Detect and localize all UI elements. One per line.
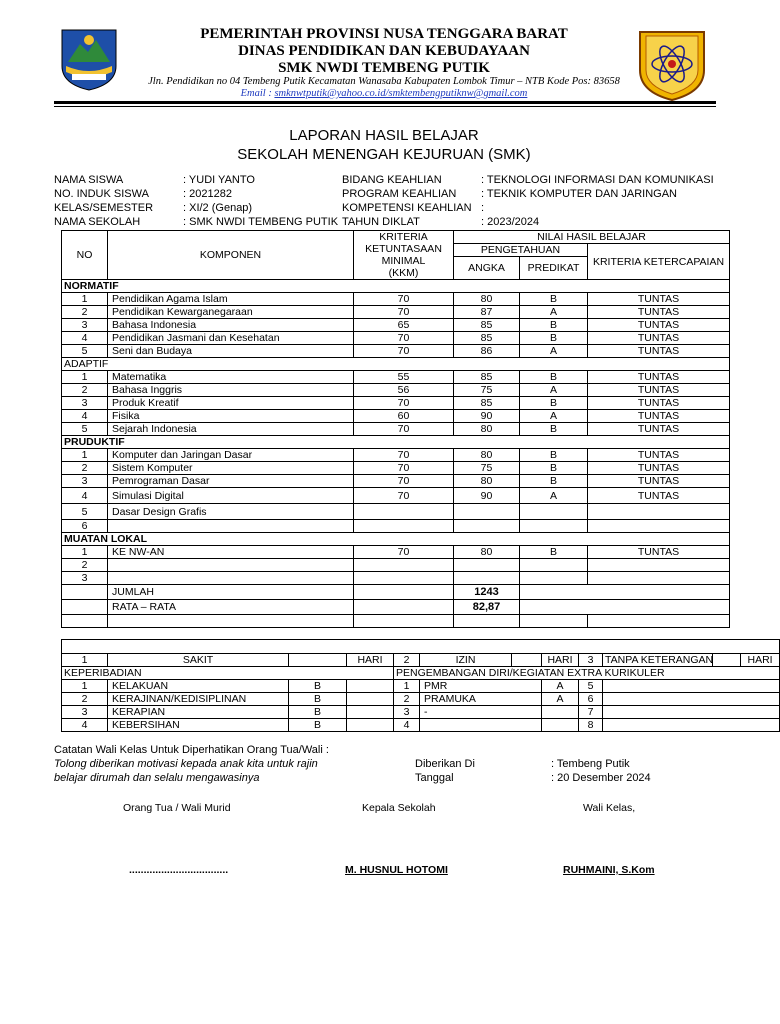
cell-subject: KE NW-AN [108, 546, 354, 559]
cell-empty [354, 585, 454, 600]
cell-no: 1 [62, 546, 108, 559]
cell-ekskul-grade: A [542, 680, 579, 693]
cell-kriteria [588, 504, 730, 520]
attendance-cell [289, 654, 347, 667]
info-label: NAMA SISWA [54, 174, 124, 186]
cell-ekskul-name: PMR [420, 680, 542, 693]
cell-no: 3 [62, 475, 108, 488]
cell-subject [108, 520, 354, 533]
cell-grade: B [289, 693, 347, 706]
letterhead-address: Jln. Pendidikan no 04 Tembeng Putik Kecamatan Wanasaba Kabupaten Lombok Timur – NTB Kode Pos: 83658 [148, 76, 620, 87]
cell-predikat: B [520, 462, 588, 475]
cell-no: 5 [62, 504, 108, 520]
cell-empty [347, 719, 394, 732]
cell-empty [354, 600, 454, 615]
cell-predikat: A [520, 488, 588, 504]
cell-empty [520, 600, 730, 615]
header-divider-thick [54, 101, 716, 104]
header-kkm-line: KRITERIA [379, 231, 428, 243]
cell-angka [454, 520, 520, 533]
date-value: : 20 Desember 2024 [551, 772, 651, 784]
cell-kkm: 70 [354, 546, 454, 559]
table-row [62, 462, 730, 475]
kepribadian-title: KEPERIBADIAN [62, 667, 394, 680]
cell-subject: Simulasi Digital [108, 488, 354, 504]
header-angka: ANGKA [454, 257, 520, 280]
table-row [62, 319, 730, 332]
cell-ekskul-no: 8 [579, 719, 603, 732]
header-predikat: PREDIKAT [520, 257, 588, 280]
attendance-cell: HARI [741, 654, 780, 667]
cell-kkm: 70 [354, 397, 454, 410]
cell-subject: Pemrograman Dasar [108, 475, 354, 488]
cell-subject: Fisika [108, 410, 354, 423]
cell-angka: 85 [454, 371, 520, 384]
cell-ekskul-no: 2 [394, 693, 420, 706]
letterhead-department: DINAS PENDIDIKAN DAN KEBUDAYAAN [238, 43, 530, 59]
cell-kkm: 55 [354, 371, 454, 384]
cell-ekskul-name: - [420, 706, 542, 719]
cell-grade: B [289, 706, 347, 719]
cell-angka: 87 [454, 306, 520, 319]
cell-ekskul-name: PRAMUKA [420, 693, 542, 706]
cell-no: 1 [62, 680, 108, 693]
info-label: NO. INDUK SISWA [54, 188, 149, 200]
cell-angka: 85 [454, 397, 520, 410]
cell-kkm [354, 504, 454, 520]
cell-empty [62, 615, 108, 628]
total-row [62, 585, 730, 600]
personality-row [62, 693, 780, 706]
cell-ekskul-no: 5 [579, 680, 603, 693]
info-value: : XI/2 (Genap) [183, 202, 253, 214]
cell-subject: Dasar Design Grafis [108, 504, 354, 520]
cell-empty [603, 680, 780, 693]
cell-no: 1 [62, 371, 108, 384]
cell-aspect: KERAPIAN [108, 706, 289, 719]
header-kkm [354, 231, 454, 280]
cell-ekskul-no: 6 [579, 693, 603, 706]
header-nilai: NILAI HASIL BELAJAR [454, 231, 730, 244]
cell-subject [108, 572, 354, 585]
personality-header-row [62, 667, 780, 680]
info-value: : 2021282 [183, 188, 232, 200]
notes-line: belajar dirumah dan selalu mengawasinya [54, 772, 260, 784]
cell-predikat [520, 559, 588, 572]
cell-aspect: KELAKUAN [108, 680, 289, 693]
cell-kkm: 70 [354, 462, 454, 475]
grades-table [61, 230, 730, 628]
personality-row [62, 719, 780, 732]
cell-subject: Bahasa Inggris [108, 384, 354, 397]
group-title: MUATAN LOKAL [62, 533, 730, 546]
cell-no: 5 [62, 345, 108, 358]
info-label: PROGRAM KEAHLIAN [342, 188, 457, 200]
ekskul-title: PENGEMBANGAN DIRI/KEGIATAN EXTRA KURIKULER [394, 667, 780, 680]
notes-line: Tolong diberikan motivasi kepada anak kita untuk rajin [54, 758, 318, 770]
header-kkm-line: MINIMAL [381, 255, 426, 267]
cell-empty [454, 615, 520, 628]
cell-no: 2 [62, 559, 108, 572]
info-label: KELAS/SEMESTER [54, 202, 154, 214]
cell-grade: B [289, 680, 347, 693]
table-row [62, 475, 730, 488]
cell-angka: 75 [454, 462, 520, 475]
cell-no: 1 [62, 293, 108, 306]
cell-ekskul-grade: A [542, 693, 579, 706]
cell-no: 2 [62, 384, 108, 397]
cell-kriteria: TUNTAS [588, 371, 730, 384]
header-kkm-line: KETUNTASAAN [365, 243, 442, 255]
cell-empty [603, 719, 780, 732]
cell-ekskul-no: 4 [394, 719, 420, 732]
cell-kkm: 56 [354, 384, 454, 397]
cell-kkm [354, 572, 454, 585]
table-row [62, 559, 730, 572]
cell-kriteria: TUNTAS [588, 449, 730, 462]
notes-title: Catatan Wali Kelas Untuk Diperhatikan Orang Tua/Wali : [54, 744, 329, 756]
cell-no: 6 [62, 520, 108, 533]
cell-ekskul-no: 7 [579, 706, 603, 719]
teacher-signature-name: RUHMAINI, S.Kom [563, 864, 655, 876]
attendance-cell [512, 654, 542, 667]
group-title: ADAPTIF [62, 358, 730, 371]
cell-kriteria: TUNTAS [588, 462, 730, 475]
header-divider-thin [54, 106, 716, 107]
cell-subject: Sistem Komputer [108, 462, 354, 475]
attendance-cell: IZIN [420, 654, 512, 667]
jumlah-value: 1243 [454, 585, 520, 600]
cell-empty [347, 706, 394, 719]
cell-no: 5 [62, 423, 108, 436]
header-kkm-line: (KKM) [388, 267, 419, 279]
cell-kriteria [588, 559, 730, 572]
cell-predikat: A [520, 384, 588, 397]
cell-kkm: 65 [354, 319, 454, 332]
report-title: LAPORAN HASIL BELAJAR [289, 127, 479, 144]
attendance-cell [713, 654, 741, 667]
cell-predikat: B [520, 546, 588, 559]
table-row [62, 371, 730, 384]
group-row [62, 436, 730, 449]
attendance-table [61, 639, 780, 732]
cell-no: 4 [62, 719, 108, 732]
cell-kkm: 70 [354, 345, 454, 358]
rata-label: RATA – RATA [108, 600, 354, 615]
blank-row [62, 615, 730, 628]
letterhead-school: SMK NWDI TEMBENG PUTIK [278, 60, 490, 76]
rata-value: 82,87 [454, 600, 520, 615]
cell-no: 4 [62, 332, 108, 345]
group-row [62, 533, 730, 546]
cell-grade: B [289, 719, 347, 732]
personality-row [62, 706, 780, 719]
cell-kkm [354, 559, 454, 572]
info-value: : [481, 202, 485, 214]
cell-subject: Pendidikan Jasmani dan Kesehatan [108, 332, 354, 345]
cell-angka: 90 [454, 488, 520, 504]
cell-predikat [520, 520, 588, 533]
header-pengetahuan: PENGETAHUAN [454, 244, 588, 257]
cell-angka [454, 572, 520, 585]
cell-ekskul-grade [542, 706, 579, 719]
cell-ekskul-no: 1 [394, 680, 420, 693]
total-row [62, 600, 730, 615]
cell-angka: 80 [454, 546, 520, 559]
cell-empty [108, 615, 354, 628]
info-label: BIDANG KEAHLIAN [342, 174, 442, 186]
cell-angka: 85 [454, 319, 520, 332]
email-link[interactable]: smknwtputik@yahoo.co.id/smktembengputiknw@gmail.com [274, 88, 528, 99]
cell-empty [520, 615, 588, 628]
cell-predikat [520, 504, 588, 520]
table-row [62, 504, 730, 520]
table-row [62, 546, 730, 559]
cell-kkm: 70 [354, 475, 454, 488]
cell-empty [354, 615, 454, 628]
info-value: : SMK NWDI TEMBENG PUTIK [183, 216, 339, 228]
table-row [62, 332, 730, 345]
cell-no: 3 [62, 706, 108, 719]
info-value: : TEKNIK KOMPUTER DAN JARINGAN [481, 188, 677, 200]
table-row [62, 410, 730, 423]
cell-subject: Matematika [108, 371, 354, 384]
cell-kkm: 70 [354, 293, 454, 306]
info-label: TAHUN DIKLAT [342, 216, 420, 228]
cell-empty [62, 585, 108, 600]
attendance-body [62, 640, 780, 732]
cell-no: 1 [62, 449, 108, 462]
cell-subject: Seni dan Budaya [108, 345, 354, 358]
info-value: : 2023/2024 [481, 216, 540, 228]
cell-no: 3 [62, 572, 108, 585]
attendance-row [62, 654, 780, 667]
cell-angka [454, 504, 520, 520]
cell-angka: 80 [454, 449, 520, 462]
cell-kkm: 60 [354, 410, 454, 423]
cell-predikat: B [520, 293, 588, 306]
table-row [62, 345, 730, 358]
cell-angka: 80 [454, 293, 520, 306]
cell-empty [347, 693, 394, 706]
cell-predikat: B [520, 423, 588, 436]
cell-predikat: B [520, 449, 588, 462]
table-row [62, 384, 730, 397]
cell-ekskul-no: 3 [394, 706, 420, 719]
cell-aspect: KEBERSIHAN [108, 719, 289, 732]
cell-angka: 80 [454, 423, 520, 436]
cell-kriteria [588, 520, 730, 533]
cell-no: 4 [62, 410, 108, 423]
cell-predikat: A [520, 306, 588, 319]
cell-empty [520, 585, 730, 600]
cell-no: 4 [62, 488, 108, 504]
table-row [62, 397, 730, 410]
report-subtitle: SEKOLAH MENENGAH KEJURUAN (SMK) [237, 146, 531, 163]
cell-predikat: B [520, 332, 588, 345]
cell-empty [603, 706, 780, 719]
cell-angka: 75 [454, 384, 520, 397]
cell-subject: Sejarah Indonesia [108, 423, 354, 436]
cell-subject: Bahasa Indonesia [108, 319, 354, 332]
header-kriteria: KRITERIA KETERCAPAIAN [588, 244, 730, 280]
header-no: NO [62, 231, 108, 280]
grades-body [62, 280, 730, 628]
cell-predikat: B [520, 371, 588, 384]
cell-no: 2 [62, 462, 108, 475]
given-value: : Tembeng Putik [551, 758, 630, 770]
table-row [62, 488, 730, 504]
table-row [62, 423, 730, 436]
cell-subject: Pendidikan Kewarganegaraan [108, 306, 354, 319]
cell-predikat: B [520, 397, 588, 410]
cell-subject: Pendidikan Agama Islam [108, 293, 354, 306]
principal-signature-label: Kepala Sekolah [362, 802, 436, 814]
cell-kriteria: TUNTAS [588, 397, 730, 410]
cell-kriteria: TUNTAS [588, 293, 730, 306]
table-row [62, 306, 730, 319]
cell-aspect: KERAJINAN/KEDISIPLINAN [108, 693, 289, 706]
cell-kkm: 70 [354, 423, 454, 436]
info-value: : TEKNOLOGI INFORMASI DAN KOMUNIKASI [481, 174, 714, 186]
jumlah-label: JUMLAH [108, 585, 354, 600]
cell-kriteria: TUNTAS [588, 423, 730, 436]
cell-kriteria: TUNTAS [588, 384, 730, 397]
cell-ekskul-name [420, 719, 542, 732]
cell-empty [62, 640, 780, 654]
cell-predikat: A [520, 410, 588, 423]
cell-angka: 90 [454, 410, 520, 423]
table-row [62, 520, 730, 533]
table-row [62, 293, 730, 306]
cell-no: 2 [62, 306, 108, 319]
cell-ekskul-grade [542, 719, 579, 732]
cell-subject [108, 559, 354, 572]
attendance-cell: 2 [394, 654, 420, 667]
info-label: NAMA SEKOLAH [54, 216, 141, 228]
attendance-cell: HARI [542, 654, 579, 667]
letterhead-province: PEMERINTAH PROVINSI NUSA TENGGARA BARAT [200, 26, 568, 42]
cell-predikat: A [520, 345, 588, 358]
header-komponen: KOMPONEN [108, 231, 354, 280]
email-label: Email : [240, 88, 275, 99]
cell-kkm [354, 520, 454, 533]
group-row [62, 358, 730, 371]
cell-kkm: 70 [354, 306, 454, 319]
cell-kriteria [588, 572, 730, 585]
attendance-cell: HARI [347, 654, 394, 667]
date-label: Tanggal [415, 772, 454, 784]
cell-kriteria: TUNTAS [588, 306, 730, 319]
teacher-signature-label: Wali Kelas, [583, 802, 636, 814]
cell-kkm: 70 [354, 332, 454, 345]
attendance-cell: TANPA KETERANGAN [603, 654, 713, 667]
cell-kkm: 70 [354, 488, 454, 504]
cell-subject: Komputer dan Jaringan Dasar [108, 449, 354, 462]
cell-angka: 80 [454, 475, 520, 488]
given-label: Diberikan Di [415, 758, 475, 770]
attendance-cell: SAKIT [108, 654, 289, 667]
table-row [62, 449, 730, 462]
cell-empty [603, 693, 780, 706]
letterhead-email [0, 88, 768, 99]
table-row [62, 572, 730, 585]
cell-kriteria: TUNTAS [588, 345, 730, 358]
cell-predikat: B [520, 319, 588, 332]
info-value: : YUDI YANTO [183, 174, 255, 186]
group-row [62, 280, 730, 293]
cell-kriteria: TUNTAS [588, 319, 730, 332]
cell-angka: 85 [454, 332, 520, 345]
group-title: PRUDUKTIF [62, 436, 730, 449]
cell-no: 3 [62, 319, 108, 332]
cell-no: 3 [62, 397, 108, 410]
cell-empty [347, 680, 394, 693]
cell-kriteria: TUNTAS [588, 332, 730, 345]
parent-signature-label: Orang Tua / Wali Murid [123, 802, 231, 814]
cell-no: 2 [62, 693, 108, 706]
cell-predikat [520, 572, 588, 585]
cell-kriteria: TUNTAS [588, 546, 730, 559]
cell-empty [62, 600, 108, 615]
cell-predikat: B [520, 475, 588, 488]
cell-kriteria: TUNTAS [588, 410, 730, 423]
cell-angka: 86 [454, 345, 520, 358]
cell-subject: Produk Kreatif [108, 397, 354, 410]
grades-header [62, 231, 730, 280]
cell-kriteria: TUNTAS [588, 475, 730, 488]
parent-signature-name: .................................. [129, 864, 229, 876]
cell-angka [454, 559, 520, 572]
group-title: NORMATIF [62, 280, 730, 293]
attendance-cell: 3 [579, 654, 603, 667]
cell-empty [588, 615, 730, 628]
attendance-blank-row [62, 640, 780, 654]
personality-row [62, 680, 780, 693]
principal-signature-name: M. HUSNUL HOTOMI [345, 864, 448, 876]
cell-kriteria: TUNTAS [588, 488, 730, 504]
info-label: KOMPETENSI KEAHLIAN [342, 202, 472, 214]
cell-kkm: 70 [354, 449, 454, 462]
attendance-cell: 1 [62, 654, 108, 667]
